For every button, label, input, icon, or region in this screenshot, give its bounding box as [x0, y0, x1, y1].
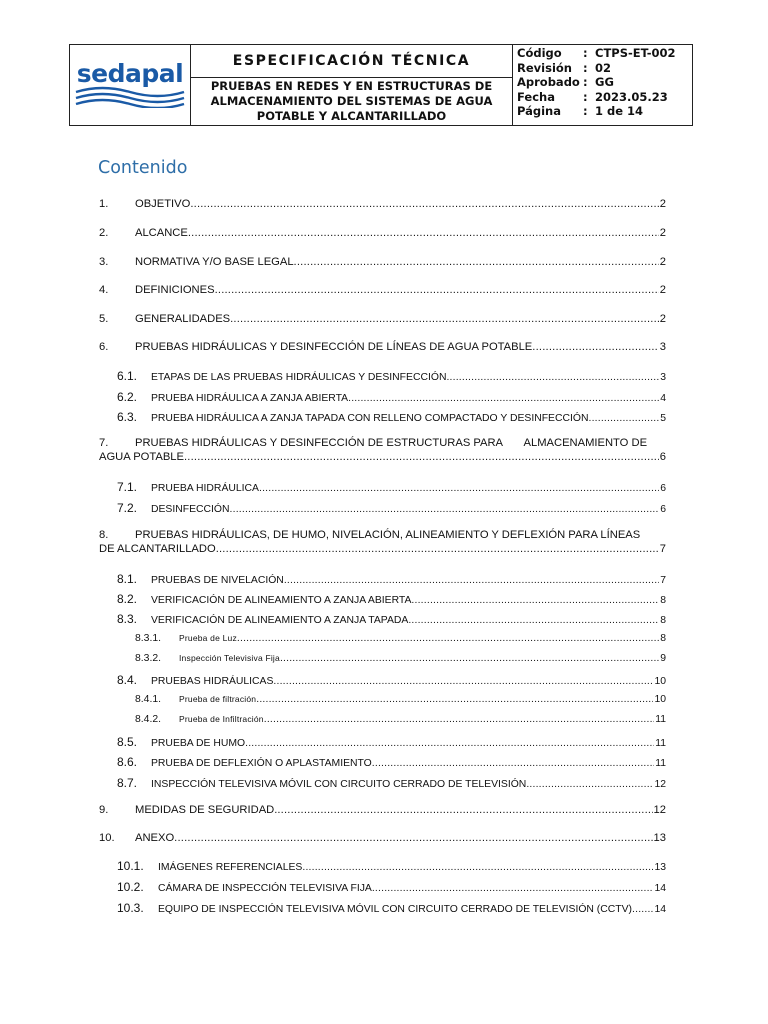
toc-subentry[interactable]: 8.1. PRUEBAS DE NIVELACIÓN ..... 7 — [117, 572, 666, 586]
toc-subentry[interactable]: 7.2. DESINFECCIÓN ..... 6 — [117, 501, 666, 515]
document-type: ESPECIFICACIÓN TÉCNICA — [191, 45, 512, 78]
toc-subentry[interactable]: 8.2. VERIFICACIÓN DE ALINEAMIENTO A ZANJA ABIERTA ..... 8 — [117, 592, 666, 606]
toc-subentry[interactable]: 8.7. INSPECCIÓN TELEVISIVA MÓVIL CON CIRCUITO CERRADO DE TELEVISIÓN ..... 12 — [117, 776, 666, 790]
toc-entry[interactable]: 7. PRUEBAS HIDRÁULICAS Y DESINFECCIÓN DE ESTRUCTURAS PARA ALMACENAMIENTO DE AGUA POTABLE ..... 6 — [99, 437, 666, 461]
meta-row-fecha: Fecha : 2023.05.23 — [517, 89, 668, 104]
toc-entry[interactable]: 3. NORMATIVA Y/O BASE LEGAL ..... 2 — [99, 256, 666, 268]
toc-subentry[interactable]: 6.1. ETAPAS DE LAS PRUEBAS HIDRÁULICAS Y DESINFECCIÓN ..... 3 — [117, 369, 666, 383]
meta-row-aprobado: Aprobado : GG — [517, 75, 614, 90]
toc-entry[interactable]: 1. OBJETIVO ..... 2 — [99, 198, 666, 210]
logo-wordmark: sedapal — [76, 59, 184, 88]
toc-subentry[interactable]: 10.1. IMÁGENES REFERENCIALES ..... 13 — [117, 859, 666, 873]
toc-subentry[interactable]: 8.4. PRUEBAS HIDRÁULICAS ..... 10 — [117, 673, 666, 687]
toc-subsubentry[interactable]: 8.3.2. Inspección Televisiva Fija ..... 9 — [135, 653, 666, 664]
toc-subentry[interactable]: 7.1. PRUEBA HIDRÁULICA ..... 6 — [117, 480, 666, 494]
document-title: PRUEBAS EN REDES Y EN ESTRUCTURAS DE ALMACENAMIENTO DEL SISTEMAS DE AGUA POTABLE Y ALCANTARILLADO — [210, 79, 493, 123]
toc-entry[interactable]: 6. PRUEBAS HIDRÁULICAS Y DESINFECCIÓN DE LÍNEAS DE AGUA POTABLE ..... 3 — [99, 341, 666, 353]
toc-entry[interactable]: 5. GENERALIDADES ..... 2 — [99, 313, 666, 325]
toc-subentry[interactable]: 8.3. VERIFICACIÓN DE ALINEAMIENTO A ZANJA TAPADA ..... 8 — [117, 612, 666, 626]
toc-subentry[interactable]: 10.3. EQUIPO DE INSPECCIÓN TELEVISIVA MÓVIL CON CIRCUITO CERRADO DE TELEVISIÓN (CCTV) ..... 14 — [117, 901, 666, 915]
toc-heading: Contenido — [98, 158, 188, 178]
toc-entry[interactable]: 8. PRUEBAS HIDRÁULICAS, DE HUMO, NIVELACIÓN, ALINEAMIENTO Y DEFLEXIÓN PARA LÍNEAS DE ALCANTARILLADO ..... 7 — [99, 529, 666, 553]
meta-row-pagina: Página : 1 de 14 — [517, 104, 644, 119]
toc-subentry[interactable]: 8.5. PRUEBA DE HUMO ..... 11 — [117, 735, 666, 749]
toc-subentry[interactable]: 10.2. CÁMARA DE INSPECCIÓN TELEVISIVA FIJA ..... 14 — [117, 880, 666, 894]
toc-subentry[interactable]: 6.2. PRUEBA HIDRÁULICA A ZANJA ABIERTA ..... 4 — [117, 390, 666, 404]
toc-subentry[interactable]: 6.3. PRUEBA HIDRÁULICA A ZANJA TAPADA CON RELLENO COMPACTADO Y DESINFECCIÓN ..... 5 — [117, 410, 666, 424]
toc-subsubentry[interactable]: 8.3.1. Prueba de Luz ..... 8 — [135, 633, 666, 644]
meta-row-codigo: Código : CTPS-ET-002 — [517, 46, 676, 60]
toc-subsubentry[interactable]: 8.4.2. Prueba de Infiltración ..... 11 — [135, 714, 666, 725]
toc-entry[interactable]: 2. ALCANCE ..... 2 — [99, 227, 666, 239]
toc-entry[interactable]: 10. ANEXO ..... 13 — [99, 832, 666, 844]
toc-subsubentry[interactable]: 8.4.1. Prueba de filtración ..... 10 — [135, 694, 666, 705]
toc-entry[interactable]: 4. DEFINICIONES ..... 2 — [99, 284, 666, 296]
toc-subentry[interactable]: 8.6. PRUEBA DE DEFLEXIÓN O APLASTAMIENTO ..... 11 — [117, 755, 666, 769]
toc-entry[interactable]: 9. MEDIDAS DE SEGURIDAD. ..... 12 — [99, 804, 666, 816]
meta-row-revision: Revisión : 02 — [517, 60, 612, 75]
